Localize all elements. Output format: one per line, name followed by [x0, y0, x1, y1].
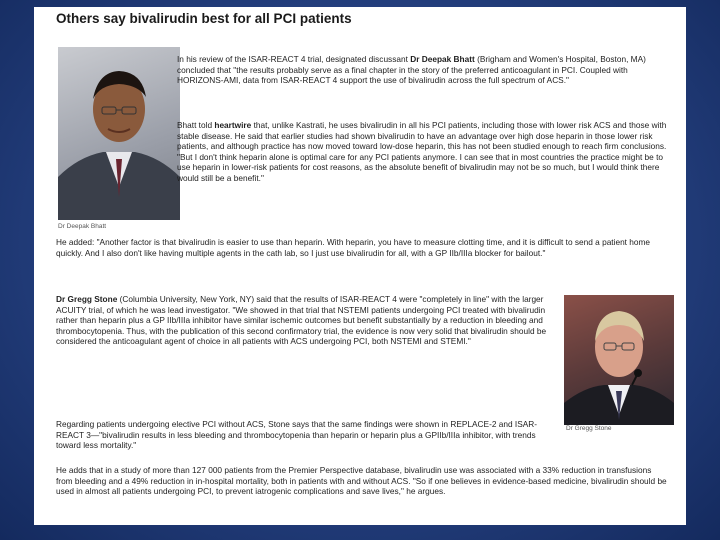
- paragraph-2-text-a: Bhatt told: [177, 120, 215, 130]
- gregg-stone-photo: [564, 295, 674, 425]
- paragraph-1-text-b: (Brigham and Women's Hospital, Boston, MA) concluded that "the results probably serve as a final chapter in the story of the preferred anticoagulant in PCI. Coupled with HORIZONS-AMI, data from ISAR-REACT 4 support the use of bivalirudin across the full spectrum of ACS.": [177, 54, 646, 86]
- paragraph-4: [56, 294, 556, 347]
- heartwire-name: heartwire: [214, 120, 252, 130]
- paragraph-1-text-a: In his review of the ISAR-REACT 4 trial, designated discussant: [177, 54, 411, 64]
- deepak-bhatt-photo: [58, 47, 180, 220]
- paragraph-4-text: (Columbia University, New York, NY) said that the results of ISAR-REACT 4 were "completely in line" with the larger ACUITY trial, of which he was lead investigator. "We showed in that trial that NSTEMI patients undergoing PCI treated with bivalirudin rather than heparin plus a GP IIb/IIIa inhibitor have similar ischemic outcomes but benefit substantially by a reduction in bleeding and thrombocytopenia. Thus, with the publication of this second confirmatory trial, the evidence is now very solid that bivalirudin should be considered the anticoagulant agent of choice in all patients with ACS undergoing PCI, both NSTEMI and STEMI.": [56, 294, 547, 347]
- bhatt-name: Dr Deepak Bhatt: [410, 54, 475, 64]
- paragraph-2: [177, 120, 667, 222]
- gregg-stone-caption: Dr Gregg Stone: [566, 425, 612, 432]
- portrait-illustration: [564, 295, 674, 425]
- paragraph-5: Regarding patients undergoing elective PCI without ACS, Stone says that the same findings were shown in REPLACE-2 and ISAR-REACT 3—"bivalirudin results in less bleeding and thrombocytopenia than heparin or heparin plus a GPIIb/IIIa inhibitor, with trends toward less mortality.": [56, 419, 538, 451]
- paragraph-6: He adds that in a study of more than 127 000 patients from the Premier Perspective database, bivalirudin use was associated with a 33% reduction in transfusions from bleeding and a 49% reduction in in-hospital mortality, both in patients with and without ACS. "So if one believes in evidence-based medicine, bivalirudin should be used in almost all patients undergoing PCI, to prevent iatrogenic complications and save lives," he argues.: [56, 465, 667, 497]
- paragraph-2-text-b: that, unlike Kastrati, he uses bivalirudin in all his PCI patients, including those with lower risk ACS and those with stable disease. He said that earlier studies had shown bivalirudin to have an advantage over high dose heparin in those lower risk patients, and although practice has now moved toward low-dose heparin, this has not been studied enough to reach firm conclusions. "But I don't think heparin alone is optimal care for any PCI patients anymore. I can see that in most countries the practice might be to use heparin in lower-risk patients for cost reasons, as the absolute benefit of bivalirudin may not be so much, but I would think there would still be a benefit.": [177, 120, 667, 183]
- deepak-bhatt-caption: Dr Deepak Bhatt: [58, 223, 107, 230]
- paragraph-3: He added: "Another factor is that bivalirudin is easier to use than heparin. With heparin, you have to measure clotting time, and it is difficult to send a patient home quickly. And I also don't like having multiple agents in the cath lab, so I just use bivalirudin for all, with a GP IIb/IIIa blocker for bailout.": [56, 237, 651, 258]
- stone-name: Dr Gregg Stone: [56, 294, 118, 304]
- article-page: [34, 7, 686, 525]
- article-title: Others say bivalirudin best for all PCI patients: [56, 11, 352, 26]
- paragraph-1: [177, 54, 667, 86]
- portrait-illustration: [58, 47, 180, 220]
